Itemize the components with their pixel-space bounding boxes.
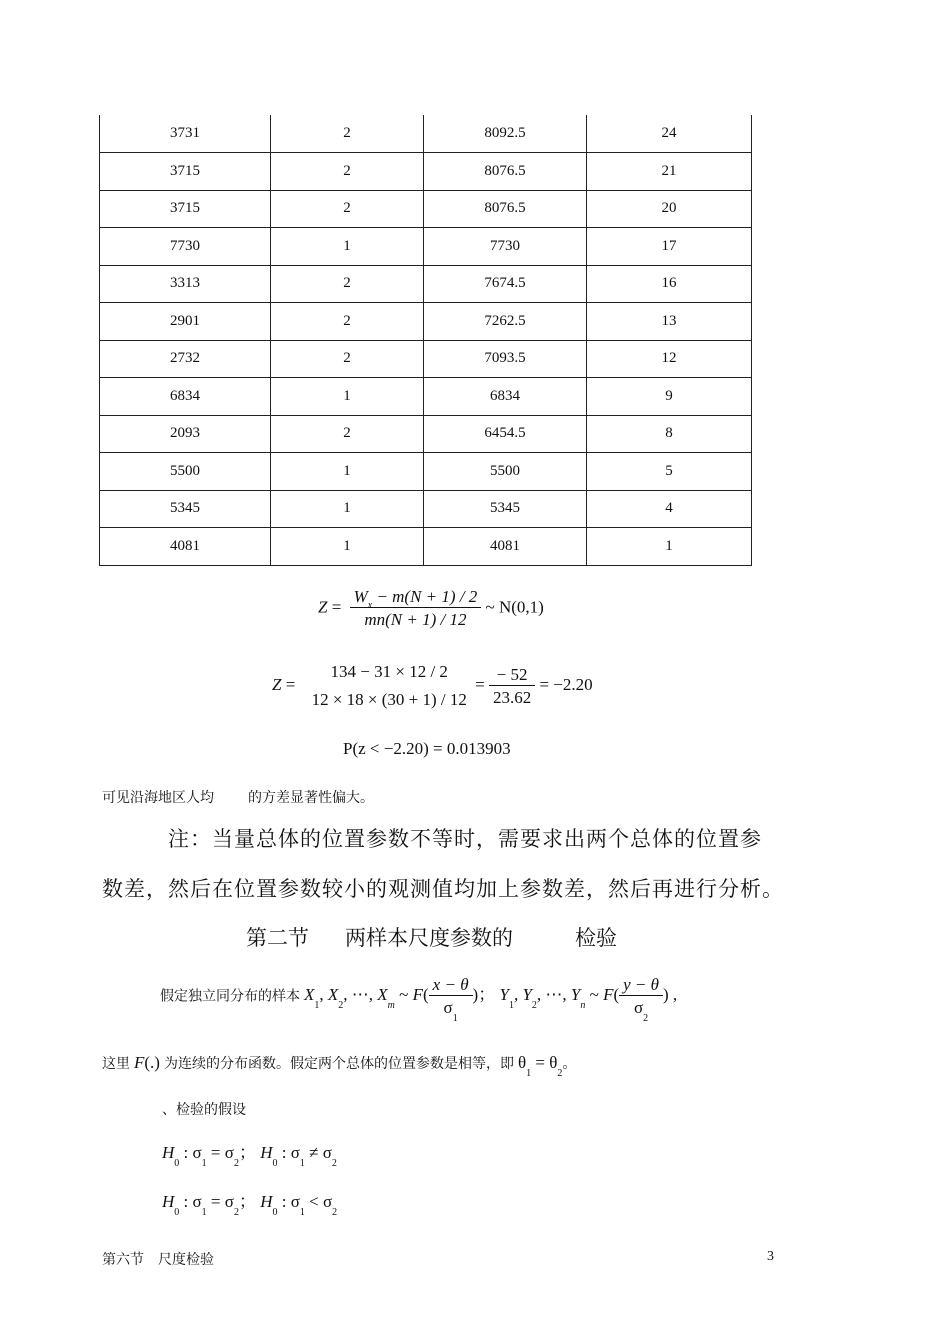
table-cell: 5345 (100, 490, 271, 528)
z-def-numerator-w: W (353, 587, 368, 606)
section-title-number: 第二节 (246, 926, 309, 950)
table-cell: 8076.5 (424, 190, 587, 228)
table-cell: 2 (271, 115, 424, 153)
table-row (100, 265, 752, 303)
table-cell: 16 (587, 265, 752, 303)
here-line: 这里 F(.) 为连续的分布函数。假定两个总体的位置参数是相等，即 $\theta_1 = \theta_2$。 (102, 1053, 577, 1079)
z-calc-denominator: 12 × 18 × (30 + 1) / 12 (311, 690, 467, 709)
table-row (100, 528, 752, 566)
assumption-line (160, 975, 678, 1024)
z-def-distribution: ~ N(0,1) (485, 597, 544, 617)
table-cell: 12 (587, 340, 752, 378)
conclusion-text-b: 的方差显著性偏大。 (248, 791, 374, 806)
table-cell: 1 (271, 453, 424, 491)
rank-table-body (100, 115, 752, 565)
hypothesis-one-sided: $H_0$ : $\sigma_1 = \sigma_2$； $H_0$ : $\sigma_1 < \sigma_2$ (162, 1192, 338, 1218)
assumption-formula: $X_1$, $X_2$, ⋯, $X_m$ ~ F( $\frac{x - \theta}{\sigma_1}$ )； $Y_1$, $Y_2$, ⋯, $Y_n$ ~ F( $\frac{y - \theta}{\sigma_2}$ ) , (304, 975, 678, 1024)
table-row (100, 378, 752, 416)
z-def-denominator: mn(N + 1) / 12 (364, 610, 467, 629)
table-cell: 2 (271, 303, 424, 341)
z-definition-formula: Z = $\frac{W_x - m(N + 1) / 2}{mn(N + 1) / 12}$ ~ N(0,1) (318, 587, 544, 629)
table-cell: 2901 (100, 303, 271, 341)
rank-table (99, 115, 752, 566)
conclusion-line (102, 787, 374, 807)
table-cell: 2093 (100, 415, 271, 453)
p-value-formula: P(z < −2.20) = 0.013903 (343, 739, 511, 758)
table-cell: 7674.5 (424, 265, 587, 303)
conclusion-text-a: 可见沿海地区人均 (102, 791, 214, 806)
table-cell: 17 (587, 228, 752, 266)
z-calc-mid-numerator: − 52 (489, 665, 535, 686)
here-line-prefix: 这里 (102, 1057, 130, 1072)
table-row (100, 453, 752, 491)
table-row (100, 303, 752, 341)
section-title (246, 922, 617, 952)
table-row (100, 490, 752, 528)
z-def-numerator: − m(N + 1) / 2 (372, 587, 478, 606)
table-cell: 3313 (100, 265, 271, 303)
table-cell: 8092.5 (424, 115, 587, 153)
table-cell: 4 (587, 490, 752, 528)
table-cell: 5 (587, 453, 752, 491)
table-cell: 1 (271, 378, 424, 416)
table-cell: 21 (587, 153, 752, 191)
here-line-text: 为连续的分布函数。假定两个总体的位置参数是相等，即 (163, 1057, 514, 1072)
table-cell: 5500 (424, 453, 587, 491)
table-row (100, 190, 752, 228)
table-cell: 7730 (100, 228, 271, 266)
table-cell: 24 (587, 115, 752, 153)
table-cell: 8 (587, 415, 752, 453)
assumption-prefix: 假定独立同分布的样本 (160, 989, 300, 1005)
table-row (100, 115, 752, 153)
table-cell: 6834 (424, 378, 587, 416)
note-line-2: 数差，然后在位置参数较小的观测值均加上参数差，然后再进行分析。 (102, 877, 784, 901)
table-cell: 2732 (100, 340, 271, 378)
table-cell: 9 (587, 378, 752, 416)
table-cell: 3715 (100, 190, 271, 228)
table-cell: 3731 (100, 115, 271, 153)
table-cell: 2 (271, 340, 424, 378)
table-cell: 7262.5 (424, 303, 587, 341)
page-number: 3 (767, 1249, 774, 1264)
table-cell: 6834 (100, 378, 271, 416)
table-cell: 7730 (424, 228, 587, 266)
table-cell: 13 (587, 303, 752, 341)
z-calc-result: = −2.20 (539, 674, 593, 694)
section-title-main: 两样本尺度参数的 (345, 926, 513, 950)
table-cell: 4081 (100, 528, 271, 566)
hypothesis-two-sided: $H_0$ : $\sigma_1 = \sigma_2$； $H_0$ : $\sigma_1 \ne \sigma_2$ (162, 1143, 337, 1169)
table-row (100, 153, 752, 191)
table-cell: 3715 (100, 153, 271, 191)
z-calc-numerator: 134 − 31 × 12 / 2 (330, 662, 448, 681)
z-calculation-formula: Z = 134 − 31 × 12 / 2 12 × 18 × (30 + 1) / 12 = $\frac{- 52}{23.62}$ = −2.20 (272, 662, 593, 709)
section-title-suffix: 检验 (575, 926, 617, 950)
table-row (100, 340, 752, 378)
table-row (100, 228, 752, 266)
table-cell: 1 (271, 528, 424, 566)
table-cell: 2 (271, 190, 424, 228)
table-cell: 4081 (424, 528, 587, 566)
table-cell: 1 (587, 528, 752, 566)
table-cell: 1 (271, 228, 424, 266)
table-row (100, 415, 752, 453)
table-cell: 6454.5 (424, 415, 587, 453)
table-cell: 8076.5 (424, 153, 587, 191)
footer-chapter: 第六节 尺度检验 (102, 1253, 214, 1268)
table-cell: 5500 (100, 453, 271, 491)
table-cell: 7093.5 (424, 340, 587, 378)
z-calc-mid-denominator: 23.62 (492, 687, 532, 707)
note-line-1: 注：当量总体的位置参数不等时，需要求出两个总体的位置参 (168, 827, 762, 851)
table-cell: 2 (271, 415, 424, 453)
test-hypothesis-label: 、检验的假设 (162, 1103, 246, 1118)
table-cell: 5345 (424, 490, 587, 528)
table-cell: 2 (271, 153, 424, 191)
table-cell: 2 (271, 265, 424, 303)
table-cell: 1 (271, 490, 424, 528)
table-cell: 20 (587, 190, 752, 228)
